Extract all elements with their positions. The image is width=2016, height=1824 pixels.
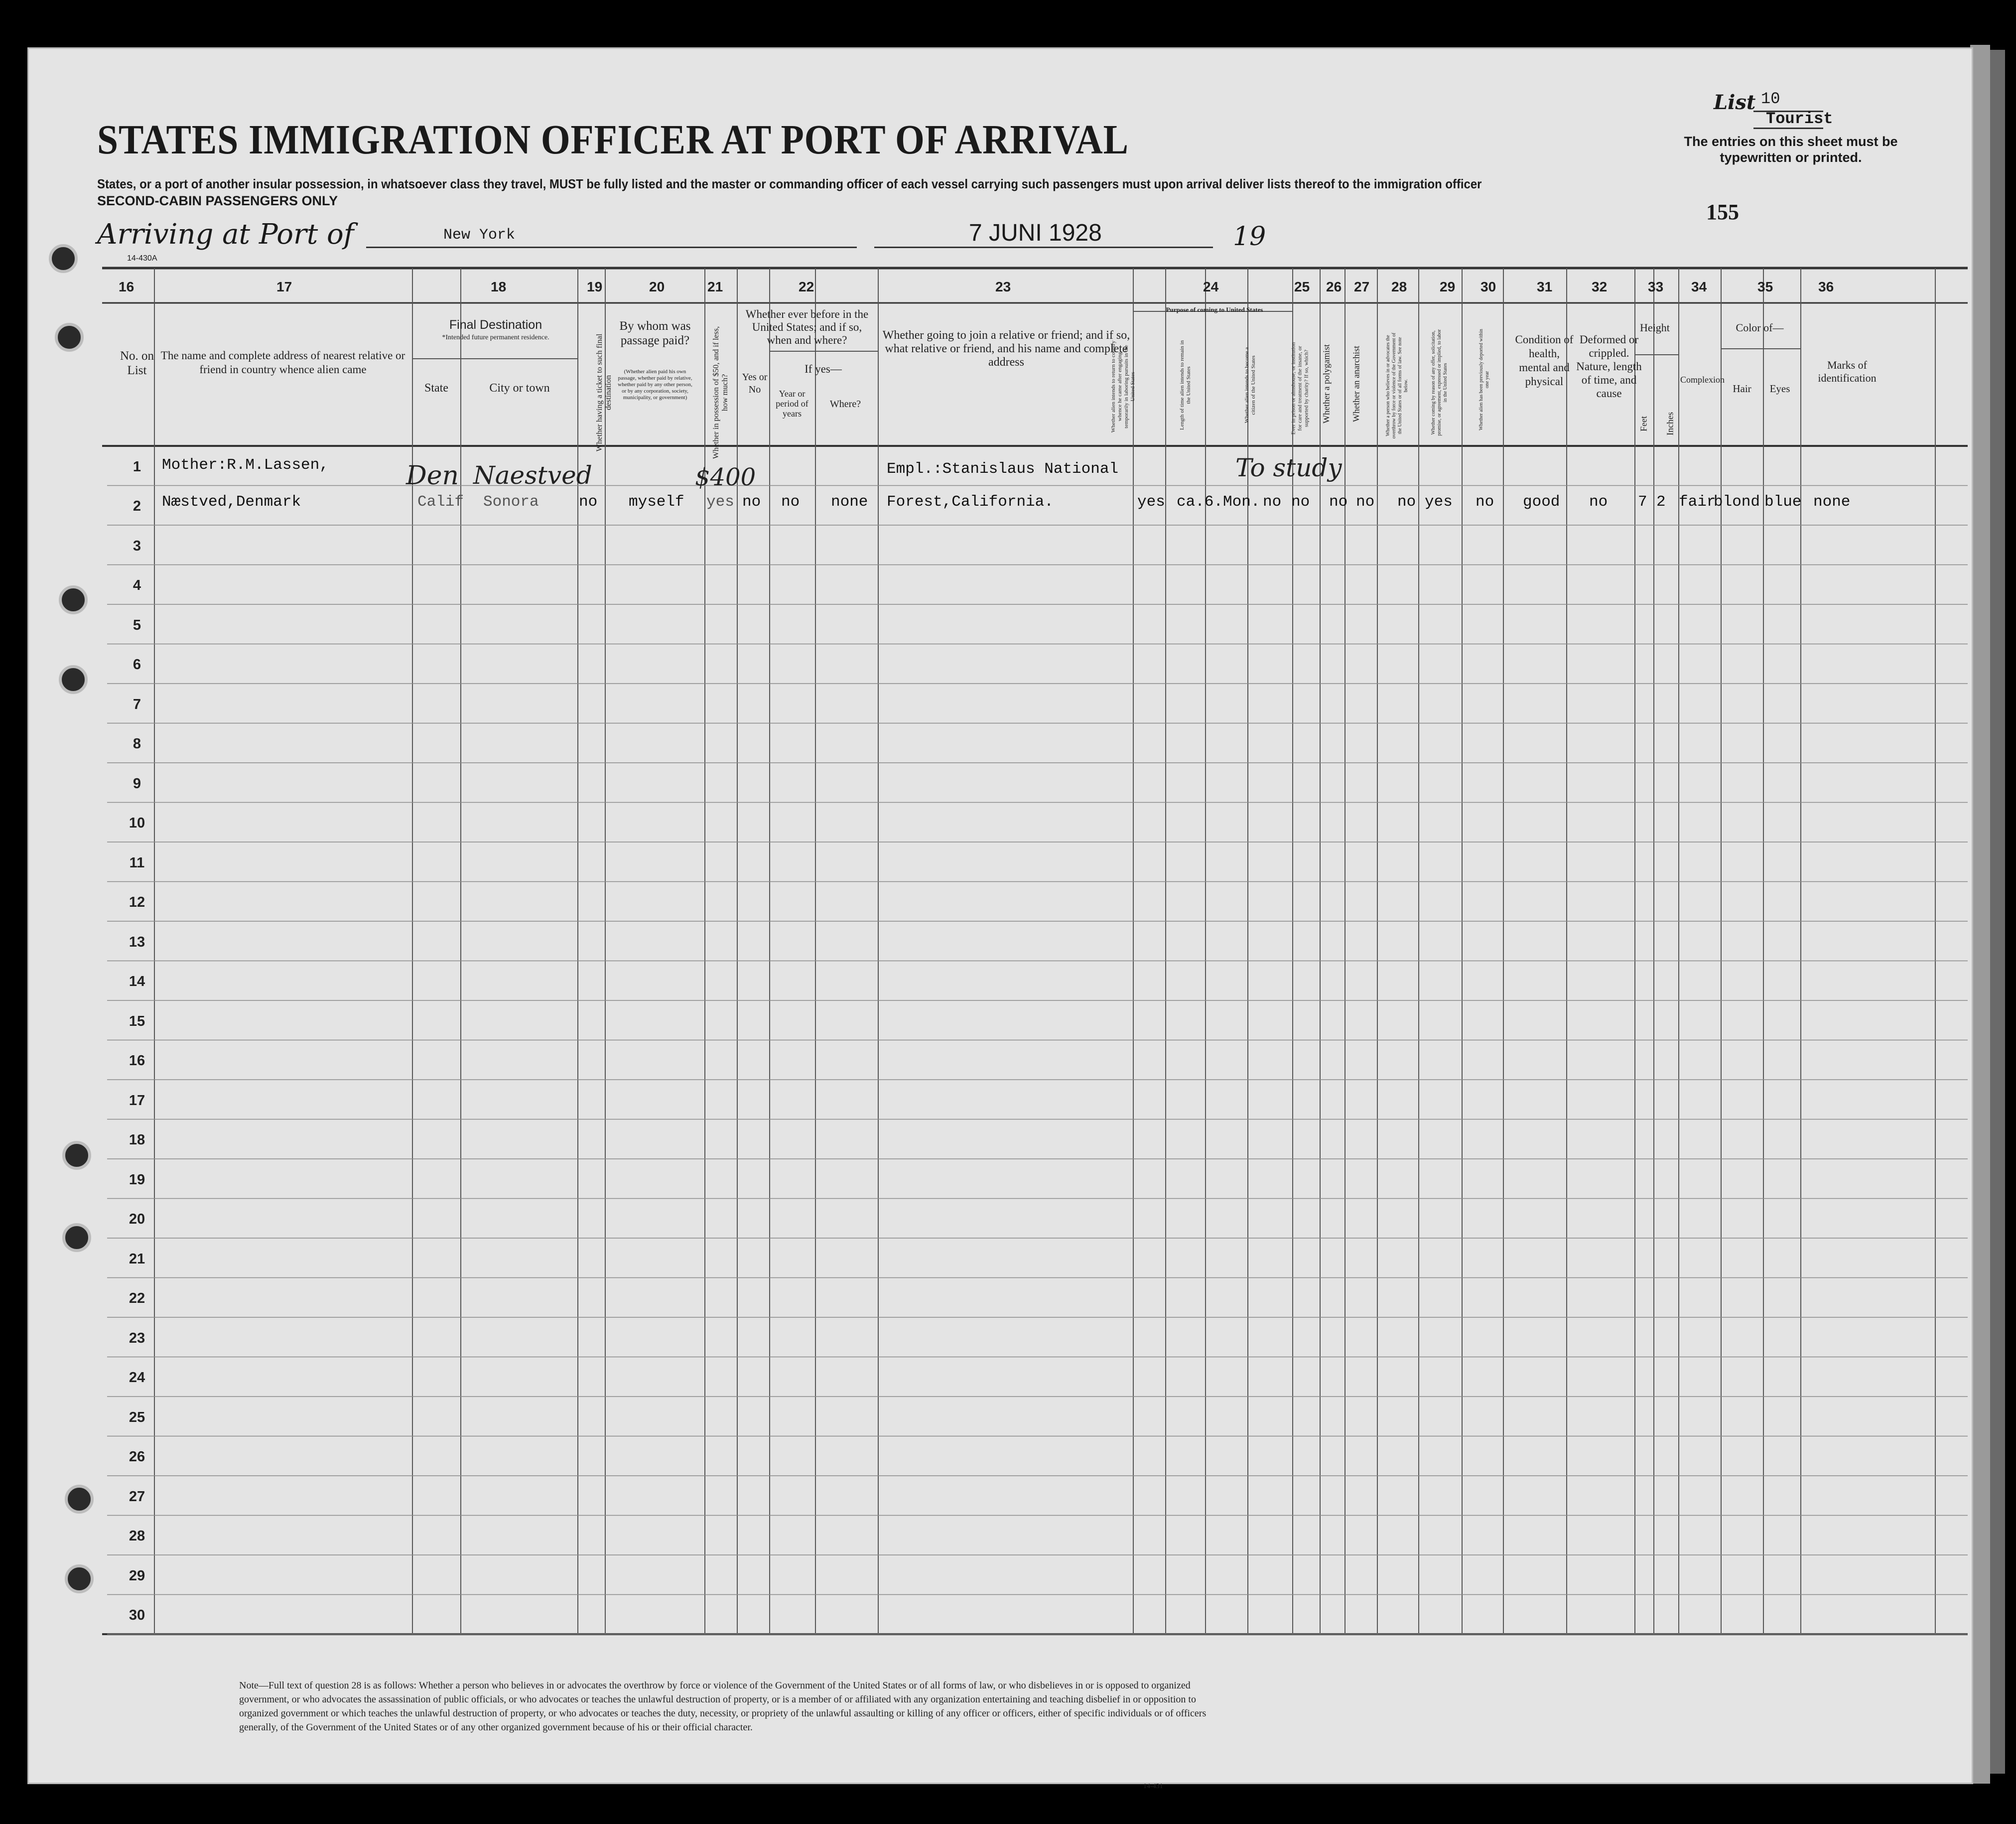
header-eyes: Eyes bbox=[1769, 383, 1790, 395]
page-title: STATES IMMIGRATION OFFICER AT PORT OF ARRIVAL bbox=[97, 117, 1129, 163]
question-28-note: Note—Full text of question 28 is as follows: Whether a person who believes in or advocates the overthrow by force or violence of the Government of the United States or of all forms of law, or who disbelieves in or is opposed to organized government, or who advocates the assassination of public officials, or who advocates or teaches the unlawful destruction of property, or is a member of or affiliated with any organization entertaining and teaching disbelief in or opposition to organized government or which teaches the unlawful destruction of property, or who advocates or teaches the duty, necessity, or propriety of the unlawful assaulting or killing of any officer or officers, either of specific individuals or of officers generally, of the Government of the United States or of any other organized government because of his or their official character. bbox=[239, 1680, 1207, 1733]
port-name: New York bbox=[443, 227, 516, 244]
handwritten-money: $400 bbox=[695, 463, 756, 491]
column-number: 17 bbox=[276, 279, 292, 294]
header-relative: The name and complete address of nearest relative or friend in country whence alien came bbox=[160, 349, 405, 376]
row-number: 18 bbox=[129, 1132, 145, 1148]
state-value: Calif bbox=[417, 493, 464, 511]
anarchist-value: no bbox=[1356, 493, 1375, 511]
ticket-value: no bbox=[579, 493, 598, 511]
row-number: 3 bbox=[133, 538, 141, 554]
row-number: 20 bbox=[129, 1211, 145, 1228]
relative-name: Mother:R.M.Lassen, bbox=[162, 456, 329, 474]
column-number: 28 bbox=[1391, 279, 1407, 294]
list-label: List bbox=[1714, 91, 1756, 114]
column-number: 21 bbox=[707, 279, 723, 294]
handwritten-state: Den bbox=[406, 461, 459, 491]
sheet-instructions: The entries on this sheet must be typewritten or printed. bbox=[1684, 134, 1898, 165]
year-prefix: 19 bbox=[1233, 222, 1266, 252]
row-number: 8 bbox=[133, 736, 141, 752]
header-q29: Whether coming by reason of any offer, solicitation, promise, or agreement, expressed or implied, to labor in the United States bbox=[1431, 329, 1448, 436]
header-if-yes: If yes— bbox=[805, 363, 842, 375]
column-number: 20 bbox=[649, 279, 665, 294]
column-number: 36 bbox=[1818, 279, 1834, 294]
header-passage: By whom was passage paid? bbox=[619, 319, 691, 347]
column-number: 16 bbox=[119, 279, 134, 294]
joining-line2: Forest,California. bbox=[887, 493, 1054, 511]
header-before: Whether ever before in the United States; and if so, when and where? bbox=[745, 308, 869, 346]
header-yes-no: Yes or No bbox=[742, 372, 768, 395]
where-value: none bbox=[831, 493, 868, 511]
list-class: Tourist bbox=[1766, 110, 1833, 128]
q29-value: yes bbox=[1425, 493, 1453, 511]
row-number: 4 bbox=[133, 577, 141, 594]
header-height: Height bbox=[1640, 321, 1670, 334]
row-number: 13 bbox=[129, 934, 145, 950]
money-value: yes bbox=[706, 493, 734, 511]
q28-value: no bbox=[1397, 493, 1416, 511]
relative-address: Næstved,Denmark bbox=[162, 493, 301, 511]
column-number: 19 bbox=[587, 279, 603, 294]
row-number: 7 bbox=[133, 696, 141, 712]
row-number: 30 bbox=[129, 1607, 145, 1624]
row-number: 27 bbox=[129, 1488, 145, 1505]
row-number: 29 bbox=[129, 1567, 145, 1584]
header-condition: Condition of health, mental and physical bbox=[1515, 333, 1574, 388]
header-prison: Ever in prison or almshouse, or institution for care and treatment of the insane, or supported by charity? If so, which? bbox=[1290, 342, 1310, 435]
arriving-label: Arriving at Port of bbox=[97, 218, 354, 251]
column-number: 35 bbox=[1757, 279, 1773, 294]
header-q30: Whether alien has been previously deported within one year bbox=[1478, 329, 1490, 430]
header-purpose: Purpose of coming to United States bbox=[1166, 306, 1263, 313]
arrival-date: 7 JUNI 1928 bbox=[969, 220, 1102, 246]
column-number: 33 bbox=[1648, 279, 1664, 294]
row-number: 10 bbox=[129, 815, 145, 832]
column-number: 25 bbox=[1294, 279, 1310, 294]
header-q28: Whether a person who believes in or advocates the overthrow by force or violence of the Government of the United States or of all forms of law. See note below. bbox=[1385, 332, 1409, 439]
header-final-destination: Final Destination bbox=[449, 318, 542, 332]
city-value: Sonora bbox=[483, 493, 539, 511]
row-number: 24 bbox=[129, 1370, 145, 1386]
year-value: no bbox=[781, 493, 800, 511]
column-number: 29 bbox=[1440, 279, 1456, 294]
column-number: 27 bbox=[1354, 279, 1370, 294]
inches-value: 2 bbox=[1656, 493, 1666, 511]
column-number: 31 bbox=[1537, 279, 1553, 294]
header-purpose-length: Length of time alien intends to remain in the United States bbox=[1179, 340, 1192, 430]
footer-code: 14-431 bbox=[1143, 1783, 1163, 1790]
column-number: 34 bbox=[1691, 279, 1707, 294]
condition-value: good bbox=[1523, 493, 1560, 511]
header-where: Where? bbox=[829, 399, 861, 410]
purpose-return-value: yes bbox=[1137, 493, 1165, 511]
row-number: 21 bbox=[129, 1251, 145, 1267]
header-year-period: Year or period of years bbox=[776, 389, 808, 419]
row-number: 26 bbox=[129, 1449, 145, 1465]
header-polygamist: Whether a polygamist bbox=[1321, 344, 1332, 423]
column-number: 18 bbox=[491, 279, 507, 294]
list-number: 10 bbox=[1761, 90, 1780, 108]
row-number: 25 bbox=[129, 1409, 145, 1425]
purpose-length-value: ca.6.Mon. bbox=[1177, 493, 1260, 511]
column-number: 32 bbox=[1592, 279, 1608, 294]
row-number: 28 bbox=[129, 1528, 145, 1544]
feet-value: 7 bbox=[1638, 493, 1647, 511]
header-complexion: Complexion bbox=[1680, 375, 1725, 385]
deformed-value: no bbox=[1589, 493, 1608, 511]
row-number: 23 bbox=[129, 1330, 145, 1346]
handwritten-purpose: To study bbox=[1235, 453, 1342, 482]
header-purpose-return: Whether alien intends to return to country whence he came after engaging temporarily in laboring pursuits in the United States bbox=[1110, 340, 1136, 433]
header-city: City or town bbox=[489, 382, 550, 395]
column-number: 23 bbox=[995, 279, 1011, 294]
row-number: 17 bbox=[129, 1092, 145, 1109]
column-number: 22 bbox=[799, 279, 814, 294]
row-number: 12 bbox=[129, 894, 145, 911]
header-joining: Whether going to join a relative or friend; and if so, what relative or friend, and his name and complete address bbox=[882, 329, 1130, 369]
row-number: 9 bbox=[133, 775, 141, 792]
q30-value: no bbox=[1476, 493, 1494, 511]
row-number: 14 bbox=[129, 974, 145, 990]
row-number: 11 bbox=[129, 854, 145, 871]
row-number: 19 bbox=[129, 1171, 145, 1188]
header-state: State bbox=[424, 382, 448, 395]
row-number: 1 bbox=[133, 458, 141, 475]
header-anarchist: Whether an anarchist bbox=[1351, 346, 1361, 422]
header-intended-residence: *Intended future permanent residence. bbox=[442, 334, 549, 341]
cabin-class: SECOND-CABIN PASSENGERS ONLY bbox=[97, 193, 338, 208]
form-code: 14-430A bbox=[127, 254, 157, 263]
polygamist-value: no bbox=[1329, 493, 1348, 511]
row-number: 5 bbox=[133, 617, 141, 633]
header-money: Whether in possession of $50, and if less, how much? bbox=[712, 326, 729, 459]
header-hair: Hair bbox=[1733, 383, 1751, 395]
header-purpose-citizen: Whether alien intends to become a citizen of the United States bbox=[1244, 347, 1256, 423]
row-number: 22 bbox=[129, 1290, 145, 1307]
header-feet: Feet bbox=[1638, 416, 1649, 431]
footer-note bbox=[239, 1679, 1210, 1735]
row-number: 16 bbox=[129, 1053, 145, 1069]
column-number: 30 bbox=[1480, 279, 1496, 294]
joining-line1: Empl.:Stanislaus National bbox=[887, 460, 1119, 478]
header-deformed: Deformed or crippled. Nature, length of time, and cause bbox=[1576, 333, 1642, 400]
row-number: 2 bbox=[133, 498, 141, 515]
header-ticket: Whether having a ticket to such final destination bbox=[595, 333, 613, 452]
prison-value: no bbox=[1291, 493, 1310, 511]
passage-value: myself bbox=[629, 493, 684, 511]
header-inches: Inches bbox=[1665, 412, 1675, 435]
column-number: 24 bbox=[1203, 279, 1219, 294]
marks-value: none bbox=[1813, 493, 1851, 511]
header-no-on-list: No. on List bbox=[120, 349, 154, 377]
before-value: no bbox=[742, 493, 761, 511]
hair-value: blond bbox=[1714, 493, 1760, 511]
header-subtitle: States, or a port of another insular possession, in whatsoever class they travel, MUST be fully listed and the master or commanding officer of each vessel carrying such passengers must upon arrival deliver lists thereof to the immigration officer bbox=[97, 176, 1482, 191]
eyes-value: blue bbox=[1764, 493, 1802, 511]
row-number: 6 bbox=[133, 657, 141, 673]
header-color-of: Color of— bbox=[1736, 321, 1784, 334]
header-passage-note: (Whether alien paid his own passage, whether paid by relative, whether paid by any other person, or by any corporation, society, municipality, or government) bbox=[618, 369, 692, 401]
header-marks: Marks of identification bbox=[1818, 359, 1877, 384]
column-number: 26 bbox=[1326, 279, 1342, 294]
complexion-value: fair bbox=[1679, 493, 1716, 511]
purpose-citizen-value: no bbox=[1263, 493, 1282, 511]
handwritten-city: Naestved bbox=[473, 461, 592, 490]
row-number: 15 bbox=[129, 1013, 145, 1029]
sheet-number: 155 bbox=[1706, 200, 1739, 224]
